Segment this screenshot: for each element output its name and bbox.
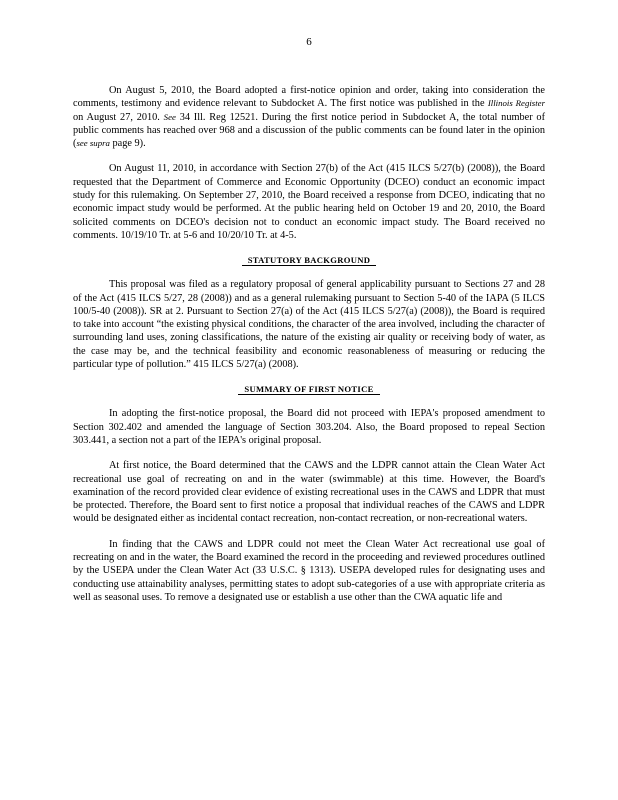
- paragraph-first-notice-proposal: In adopting the first-notice proposal, the Board did not proceed with IEPA's proposed amendment to Section 302.402 and amended the language of Section 303.204. Also, the Board proposed to repeal Section 303.441, a section not a part of the IEPA's original proposal.: [73, 408, 545, 446]
- paragraph-first-notice-adoption: On August 5, 2010, the Board adopted a first-notice opinion and order, taking into consideration the comments, testimony and evidence relevant to Subdocket A. The first notice was published in the Illinois Register on August 27, 2010. See 34 Ill. Reg 12521. During the first notice period in Subdocket A, the total number of public comments has reached over 968 and a discussion of the public comments can be found later in the opinion (see supra page 9).: [73, 85, 546, 150]
- paragraph-economic-impact-study: On August 11, 2010, in accordance with Section 27(b) of the Act (415 ILCS 5/27(b) (2008)), the Board requested that the Department of Commerce and Economic Opportunity (DCEO) conduct an economic impact study for this rulemaking. On September 27, 2010, the Board received a response from DCEO, indicating that no economic impact study would be performed. At the public hearing held on October 19 and 20, 2010, the Board solicited comments on DCEO's decision not to conduct an economic impact study. The Board received no comments. 10/19/10 Tr. at 5-6 and 10/20/10 Tr. at 4-5.: [73, 163, 545, 241]
- paragraph-recreational-use-determination: At first notice, the Board determined that the CAWS and the LDPR cannot attain the Clean Water Act recreational use goal of recreating on and in the water (swimmable) at this time. However, the Board's examination of the record provided clear evidence of existing recreational uses in the CAWS and LDPR that must be protected. Therefore, the Board sent to first notice a proposal that individual reaches of the CAWS and LDPR would be designated either as incidental contact recreation, non-contact recreation, or non-recreational waters.: [73, 460, 545, 525]
- section-heading-statutory-background: STATUTORY BACKGROUND: [73, 254, 545, 266]
- document-body: [73, 84, 545, 604]
- paragraph-clean-water-act-finding: In finding that the CAWS and LDPR could not meet the Clean Water Act recreational use goal of recreating on and in the water, the Board examined the record in the proceeding and reviewed procedures outlined by the USEPA under the Clean Water Act (33 U.S.C. § 1313). USEPA developed rules for designating uses and conducting use attainability analyses, permitting states to adopt sub-categories of a use with appropriate criteria as well as seasonal uses. To remove a designated use or establish a use other than the CWA aquatic life and: [73, 538, 545, 603]
- page-number: 6: [306, 36, 312, 48]
- paragraph-statutory-background: This proposal was filed as a regulatory proposal of general applicability pursuant to Sections 27 and 28 of the Act (415 ILCS 5/27, 28 (2008)) and as a general rulemaking pursuant to Section 5-40 of the IAPA (5 ILCS 100/5-40 (2008)). SR at 2. Pursuant to Section 27(a) of the Act (415 ILCS 5/27(a) (2008)), the Board is required to take into account “the existing physical conditions, the character of the area involved, including the character of surrounding land uses, zoning classifications, the nature of the existing air quality or receiving body of water, as the case may be, and the technical feasibility and economic reasonableness of measuring or reducing the particular type of pollution.” 415 ILCS 5/27(a) (2008).: [73, 279, 545, 371]
- section-heading-summary-first-notice: SUMMARY OF FIRST NOTICE: [73, 383, 545, 395]
